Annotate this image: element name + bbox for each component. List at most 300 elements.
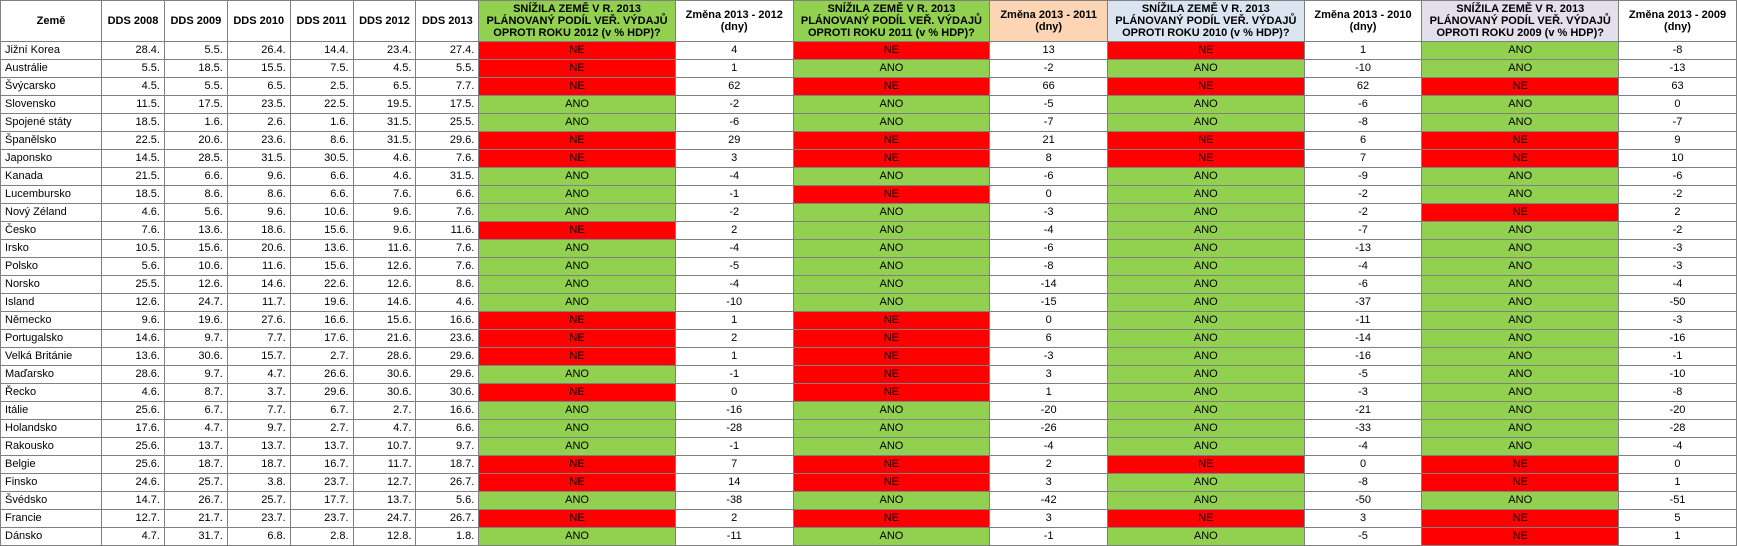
cell-answer-2010: ANO: [1108, 366, 1305, 384]
cell-change-2013-2011: -15: [990, 294, 1108, 312]
cell-answer-2010: ANO: [1108, 474, 1305, 492]
cell-country: Jižní Korea: [1, 42, 102, 60]
cell-answer-2010: ANO: [1108, 420, 1305, 438]
cell-answer-2011: ANO: [793, 258, 990, 276]
table-row: [1, 114, 1737, 132]
cell-dds-2012: 4.7.: [353, 420, 416, 438]
cell-answer-2009: ANO: [1422, 294, 1619, 312]
cell-answer-2011: ANO: [793, 294, 990, 312]
cell-answer-2012: NE: [479, 330, 676, 348]
cell-dds-2012: 11.7.: [353, 456, 416, 474]
cell-change-2013-2012: -28: [675, 420, 793, 438]
cell-dds-2010: 18.7.: [227, 456, 290, 474]
table-row: [1, 78, 1737, 96]
cell-answer-2010: ANO: [1108, 222, 1305, 240]
cell-answer-2010: ANO: [1108, 438, 1305, 456]
cell-country: Portugalsko: [1, 330, 102, 348]
cell-country: Velká Británie: [1, 348, 102, 366]
cell-dds-2013: 17.5.: [416, 96, 479, 114]
cell-change-2013-2011: 3: [990, 366, 1108, 384]
cell-answer-2010: ANO: [1108, 384, 1305, 402]
cell-dds-2008: 14.6.: [102, 330, 165, 348]
cell-change-2013-2012: -2: [675, 96, 793, 114]
cell-change-2013-2012: 2: [675, 330, 793, 348]
cell-dds-2008: 4.6.: [102, 384, 165, 402]
cell-answer-2012: ANO: [479, 186, 676, 204]
column-header-dds-2009: DDS 2009: [164, 1, 227, 42]
cell-change-2013-2012: 1: [675, 312, 793, 330]
cell-dds-2010: 7.7.: [227, 330, 290, 348]
cell-dds-2010: 6.5.: [227, 78, 290, 96]
column-header-change-2013-2010: Změna 2013 - 2010 (dny): [1304, 1, 1422, 42]
cell-change-2013-2010: -10: [1304, 60, 1422, 78]
cell-country: Německo: [1, 312, 102, 330]
cell-dds-2013: 31.5.: [416, 168, 479, 186]
cell-dds-2011: 10.6.: [290, 204, 353, 222]
cell-answer-2012: NE: [479, 150, 676, 168]
cell-answer-2012: NE: [479, 78, 676, 96]
cell-answer-2012: ANO: [479, 528, 676, 546]
cell-answer-2011: NE: [793, 348, 990, 366]
cell-answer-2011: NE: [793, 474, 990, 492]
table-row: [1, 132, 1737, 150]
cell-dds-2008: 9.6.: [102, 312, 165, 330]
cell-dds-2010: 14.6.: [227, 276, 290, 294]
cell-dds-2008: 21.5.: [102, 168, 165, 186]
cell-change-2013-2012: -1: [675, 366, 793, 384]
cell-dds-2008: 25.5.: [102, 276, 165, 294]
cell-change-2013-2011: -4: [990, 438, 1108, 456]
cell-dds-2013: 29.6.: [416, 366, 479, 384]
cell-change-2013-2011: -2: [990, 60, 1108, 78]
cell-dds-2008: 24.6.: [102, 474, 165, 492]
table-row: [1, 312, 1737, 330]
cell-dds-2011: 2.8.: [290, 528, 353, 546]
column-header-question-2011: SNÍŽILA ZEMĚ V R. 2013 PLÁNOVANÝ PODÍL VEŘ. VÝDAJŮ OPROTI ROKU 2011 (v % HDP)?: [793, 1, 990, 42]
cell-answer-2011: ANO: [793, 96, 990, 114]
cell-change-2013-2011: 8: [990, 150, 1108, 168]
cell-change-2013-2012: -38: [675, 492, 793, 510]
cell-country: Švédsko: [1, 492, 102, 510]
cell-dds-2012: 11.6.: [353, 240, 416, 258]
cell-answer-2012: NE: [479, 132, 676, 150]
table-row: [1, 510, 1737, 528]
cell-change-2013-2012: 62: [675, 78, 793, 96]
cell-dds-2012: 12.6.: [353, 276, 416, 294]
cell-change-2013-2009: 9: [1618, 132, 1736, 150]
cell-country: Norsko: [1, 276, 102, 294]
table-row: [1, 258, 1737, 276]
table-row: [1, 474, 1737, 492]
cell-dds-2013: 8.6.: [416, 276, 479, 294]
cell-change-2013-2009: -20: [1618, 402, 1736, 420]
cell-dds-2009: 25.7.: [164, 474, 227, 492]
cell-dds-2010: 6.8.: [227, 528, 290, 546]
cell-change-2013-2010: -11: [1304, 312, 1422, 330]
cell-dds-2010: 26.4.: [227, 42, 290, 60]
cell-dds-2013: 7.6.: [416, 240, 479, 258]
cell-answer-2011: NE: [793, 186, 990, 204]
cell-dds-2011: 17.6.: [290, 330, 353, 348]
cell-answer-2011: NE: [793, 132, 990, 150]
cell-change-2013-2011: 2: [990, 456, 1108, 474]
cell-answer-2012: ANO: [479, 96, 676, 114]
cell-dds-2008: 14.5.: [102, 150, 165, 168]
cell-change-2013-2011: 3: [990, 474, 1108, 492]
cell-answer-2011: ANO: [793, 528, 990, 546]
cell-answer-2009: NE: [1422, 474, 1619, 492]
cell-change-2013-2010: -33: [1304, 420, 1422, 438]
cell-answer-2012: ANO: [479, 366, 676, 384]
cell-dds-2013: 29.6.: [416, 132, 479, 150]
cell-answer-2011: ANO: [793, 402, 990, 420]
cell-country: Slovensko: [1, 96, 102, 114]
cell-change-2013-2011: -3: [990, 204, 1108, 222]
cell-answer-2009: ANO: [1422, 330, 1619, 348]
cell-dds-2012: 7.6.: [353, 186, 416, 204]
cell-answer-2009: NE: [1422, 150, 1619, 168]
table-row: [1, 276, 1737, 294]
cell-dds-2009: 5.5.: [164, 78, 227, 96]
cell-dds-2011: 6.6.: [290, 186, 353, 204]
cell-dds-2011: 23.7.: [290, 474, 353, 492]
cell-dds-2013: 29.6.: [416, 348, 479, 366]
cell-change-2013-2011: 0: [990, 186, 1108, 204]
cell-dds-2010: 11.6.: [227, 258, 290, 276]
cell-dds-2010: 2.6.: [227, 114, 290, 132]
cell-change-2013-2010: 0: [1304, 456, 1422, 474]
cell-answer-2009: ANO: [1422, 420, 1619, 438]
cell-answer-2011: ANO: [793, 168, 990, 186]
cell-answer-2011: NE: [793, 366, 990, 384]
cell-answer-2010: NE: [1108, 456, 1305, 474]
cell-country: Švýcarsko: [1, 78, 102, 96]
cell-dds-2012: 4.6.: [353, 150, 416, 168]
cell-country: Kanada: [1, 168, 102, 186]
cell-dds-2010: 8.6.: [227, 186, 290, 204]
table-body: [1, 42, 1737, 546]
cell-answer-2012: NE: [479, 474, 676, 492]
cell-country: Spojené státy: [1, 114, 102, 132]
cell-dds-2008: 4.5.: [102, 78, 165, 96]
cell-dds-2011: 22.5.: [290, 96, 353, 114]
cell-dds-2010: 15.7.: [227, 348, 290, 366]
cell-change-2013-2009: -1: [1618, 348, 1736, 366]
cell-dds-2010: 11.7.: [227, 294, 290, 312]
cell-dds-2009: 21.7.: [164, 510, 227, 528]
cell-answer-2009: ANO: [1422, 240, 1619, 258]
cell-dds-2013: 25.5.: [416, 114, 479, 132]
cell-dds-2010: 23.7.: [227, 510, 290, 528]
cell-answer-2011: ANO: [793, 492, 990, 510]
cell-change-2013-2009: 1: [1618, 474, 1736, 492]
cell-change-2013-2009: -50: [1618, 294, 1736, 312]
cell-change-2013-2010: -6: [1304, 96, 1422, 114]
cell-answer-2011: ANO: [793, 60, 990, 78]
cell-change-2013-2010: -16: [1304, 348, 1422, 366]
cell-dds-2013: 26.7.: [416, 474, 479, 492]
cell-answer-2010: ANO: [1108, 330, 1305, 348]
table-header-row: [1, 1, 1737, 42]
cell-country: Japonsko: [1, 150, 102, 168]
cell-dds-2010: 18.6.: [227, 222, 290, 240]
table-row: [1, 438, 1737, 456]
cell-answer-2009: ANO: [1422, 312, 1619, 330]
cell-answer-2009: ANO: [1422, 258, 1619, 276]
cell-dds-2013: 1.8.: [416, 528, 479, 546]
cell-change-2013-2010: -8: [1304, 114, 1422, 132]
cell-change-2013-2010: -6: [1304, 276, 1422, 294]
cell-country: Nový Zéland: [1, 204, 102, 222]
cell-answer-2009: NE: [1422, 456, 1619, 474]
column-header-change-2013-2012: Změna 2013 - 2012 (dny): [675, 1, 793, 42]
cell-dds-2013: 16.6.: [416, 312, 479, 330]
cell-change-2013-2009: 0: [1618, 456, 1736, 474]
cell-answer-2012: ANO: [479, 420, 676, 438]
cell-answer-2010: NE: [1108, 78, 1305, 96]
cell-country: Francie: [1, 510, 102, 528]
cell-change-2013-2011: -3: [990, 348, 1108, 366]
cell-answer-2011: ANO: [793, 204, 990, 222]
cell-country: Řecko: [1, 384, 102, 402]
cell-dds-2013: 7.6.: [416, 150, 479, 168]
cell-dds-2009: 31.7.: [164, 528, 227, 546]
cell-answer-2012: ANO: [479, 294, 676, 312]
cell-dds-2013: 7.7.: [416, 78, 479, 96]
cell-dds-2012: 2.7.: [353, 402, 416, 420]
cell-change-2013-2011: 3: [990, 510, 1108, 528]
cell-answer-2010: ANO: [1108, 294, 1305, 312]
cell-answer-2012: NE: [479, 348, 676, 366]
cell-answer-2012: ANO: [479, 438, 676, 456]
cell-answer-2011: NE: [793, 312, 990, 330]
table-row: [1, 240, 1737, 258]
cell-dds-2009: 5.6.: [164, 204, 227, 222]
cell-dds-2008: 28.4.: [102, 42, 165, 60]
cell-dds-2008: 25.6.: [102, 402, 165, 420]
column-header-question-2010: SNÍŽILA ZEMĚ V R. 2013 PLÁNOVANÝ PODÍL VEŘ. VÝDAJŮ OPROTI ROKU 2010 (v % HDP)?: [1108, 1, 1305, 42]
cell-dds-2012: 4.6.: [353, 168, 416, 186]
table-row: [1, 384, 1737, 402]
cell-dds-2011: 2.5.: [290, 78, 353, 96]
cell-change-2013-2009: -10: [1618, 366, 1736, 384]
table-row: [1, 348, 1737, 366]
cell-change-2013-2009: -4: [1618, 438, 1736, 456]
cell-change-2013-2012: -1: [675, 186, 793, 204]
cell-country: Rakousko: [1, 438, 102, 456]
cell-dds-2008: 11.5.: [102, 96, 165, 114]
cell-answer-2010: ANO: [1108, 204, 1305, 222]
cell-change-2013-2011: -6: [990, 168, 1108, 186]
table-row: [1, 60, 1737, 78]
cell-dds-2012: 9.6.: [353, 204, 416, 222]
cell-dds-2013: 30.6.: [416, 384, 479, 402]
cell-dds-2012: 4.5.: [353, 60, 416, 78]
cell-answer-2009: ANO: [1422, 96, 1619, 114]
cell-dds-2012: 12.6.: [353, 258, 416, 276]
cell-dds-2011: 19.6.: [290, 294, 353, 312]
cell-answer-2010: NE: [1108, 150, 1305, 168]
cell-dds-2010: 23.5.: [227, 96, 290, 114]
cell-dds-2008: 18.5.: [102, 114, 165, 132]
cell-change-2013-2010: -2: [1304, 204, 1422, 222]
cell-change-2013-2009: -3: [1618, 240, 1736, 258]
cell-dds-2008: 7.6.: [102, 222, 165, 240]
cell-dds-2008: 28.6.: [102, 366, 165, 384]
cell-change-2013-2010: 3: [1304, 510, 1422, 528]
cell-dds-2010: 15.5.: [227, 60, 290, 78]
cell-dds-2013: 6.6.: [416, 186, 479, 204]
cell-dds-2012: 31.5.: [353, 132, 416, 150]
cell-answer-2010: ANO: [1108, 276, 1305, 294]
cell-dds-2012: 12.7.: [353, 474, 416, 492]
cell-answer-2009: ANO: [1422, 168, 1619, 186]
cell-answer-2010: ANO: [1108, 114, 1305, 132]
column-header-change-2013-2009: Změna 2013 - 2009 (dny): [1618, 1, 1736, 42]
cell-country: Irsko: [1, 240, 102, 258]
cell-dds-2009: 6.6.: [164, 168, 227, 186]
column-header-country: Země: [1, 1, 102, 42]
cell-change-2013-2011: 66: [990, 78, 1108, 96]
cell-change-2013-2012: 0: [675, 384, 793, 402]
cell-dds-2010: 4.7.: [227, 366, 290, 384]
cell-country: Itálie: [1, 402, 102, 420]
cell-answer-2011: ANO: [793, 276, 990, 294]
cell-answer-2012: ANO: [479, 240, 676, 258]
cell-answer-2011: NE: [793, 78, 990, 96]
cell-answer-2009: ANO: [1422, 114, 1619, 132]
cell-dds-2011: 17.7.: [290, 492, 353, 510]
cell-dds-2013: 7.6.: [416, 258, 479, 276]
cell-answer-2012: ANO: [479, 258, 676, 276]
cell-country: Finsko: [1, 474, 102, 492]
cell-change-2013-2012: 2: [675, 510, 793, 528]
cell-change-2013-2009: 10: [1618, 150, 1736, 168]
cell-dds-2011: 23.7.: [290, 510, 353, 528]
cell-change-2013-2011: -8: [990, 258, 1108, 276]
cell-answer-2010: ANO: [1108, 528, 1305, 546]
cell-dds-2010: 3.8.: [227, 474, 290, 492]
cell-change-2013-2012: -11: [675, 528, 793, 546]
cell-answer-2012: NE: [479, 312, 676, 330]
cell-change-2013-2010: -37: [1304, 294, 1422, 312]
cell-dds-2009: 12.6.: [164, 276, 227, 294]
cell-change-2013-2009: -2: [1618, 186, 1736, 204]
cell-answer-2010: ANO: [1108, 348, 1305, 366]
cell-dds-2011: 6.6.: [290, 168, 353, 186]
cell-dds-2013: 7.6.: [416, 204, 479, 222]
cell-answer-2010: NE: [1108, 42, 1305, 60]
cell-answer-2011: NE: [793, 456, 990, 474]
cell-dds-2012: 28.6.: [353, 348, 416, 366]
cell-dds-2009: 26.7.: [164, 492, 227, 510]
cell-answer-2010: NE: [1108, 510, 1305, 528]
cell-change-2013-2010: -14: [1304, 330, 1422, 348]
cell-dds-2013: 16.6.: [416, 402, 479, 420]
cell-dds-2011: 30.5.: [290, 150, 353, 168]
cell-answer-2012: ANO: [479, 204, 676, 222]
cell-change-2013-2012: -4: [675, 168, 793, 186]
cell-dds-2011: 15.6.: [290, 222, 353, 240]
cell-answer-2012: NE: [479, 42, 676, 60]
cell-answer-2011: NE: [793, 150, 990, 168]
cell-dds-2013: 5.6.: [416, 492, 479, 510]
cell-change-2013-2011: 1: [990, 384, 1108, 402]
table-row: [1, 528, 1737, 546]
cell-dds-2012: 6.5.: [353, 78, 416, 96]
cell-answer-2009: NE: [1422, 78, 1619, 96]
cell-dds-2008: 10.5.: [102, 240, 165, 258]
cell-change-2013-2009: -8: [1618, 42, 1736, 60]
cell-dds-2008: 17.6.: [102, 420, 165, 438]
cell-answer-2010: ANO: [1108, 492, 1305, 510]
cell-dds-2011: 2.7.: [290, 348, 353, 366]
column-header-dds-2008: DDS 2008: [102, 1, 165, 42]
cell-dds-2008: 4.7.: [102, 528, 165, 546]
cell-country: Austrálie: [1, 60, 102, 78]
cell-change-2013-2011: 6: [990, 330, 1108, 348]
cell-change-2013-2011: 13: [990, 42, 1108, 60]
cell-answer-2009: ANO: [1422, 42, 1619, 60]
cell-dds-2010: 31.5.: [227, 150, 290, 168]
cell-answer-2010: ANO: [1108, 312, 1305, 330]
column-header-dds-2012: DDS 2012: [353, 1, 416, 42]
cell-answer-2010: ANO: [1108, 258, 1305, 276]
cell-answer-2011: NE: [793, 510, 990, 528]
cell-dds-2011: 13.6.: [290, 240, 353, 258]
cell-answer-2009: ANO: [1422, 438, 1619, 456]
cell-answer-2011: NE: [793, 330, 990, 348]
cell-dds-2009: 18.7.: [164, 456, 227, 474]
cell-change-2013-2010: -4: [1304, 258, 1422, 276]
cell-change-2013-2012: -4: [675, 240, 793, 258]
cell-answer-2011: ANO: [793, 420, 990, 438]
cell-dds-2008: 25.6.: [102, 438, 165, 456]
cell-dds-2010: 9.7.: [227, 420, 290, 438]
cell-change-2013-2009: -2: [1618, 222, 1736, 240]
cell-answer-2011: NE: [793, 384, 990, 402]
cell-dds-2012: 30.6.: [353, 366, 416, 384]
table-row: [1, 42, 1737, 60]
cell-dds-2009: 18.5.: [164, 60, 227, 78]
cell-change-2013-2010: -9: [1304, 168, 1422, 186]
cell-change-2013-2011: -14: [990, 276, 1108, 294]
cell-answer-2010: ANO: [1108, 60, 1305, 78]
cell-answer-2009: ANO: [1422, 402, 1619, 420]
cell-dds-2012: 31.5.: [353, 114, 416, 132]
cell-answer-2012: ANO: [479, 276, 676, 294]
cell-change-2013-2010: -4: [1304, 438, 1422, 456]
cell-dds-2008: 12.6.: [102, 294, 165, 312]
cell-dds-2009: 28.5.: [164, 150, 227, 168]
cell-change-2013-2012: -5: [675, 258, 793, 276]
cell-change-2013-2012: 4: [675, 42, 793, 60]
cell-change-2013-2009: -16: [1618, 330, 1736, 348]
cell-change-2013-2010: -5: [1304, 528, 1422, 546]
cell-dds-2009: 13.6.: [164, 222, 227, 240]
cell-dds-2012: 19.5.: [353, 96, 416, 114]
cell-dds-2012: 9.6.: [353, 222, 416, 240]
cell-dds-2009: 13.7.: [164, 438, 227, 456]
cell-change-2013-2010: -5: [1304, 366, 1422, 384]
cell-country: Česko: [1, 222, 102, 240]
cell-answer-2012: ANO: [479, 114, 676, 132]
table-row: [1, 456, 1737, 474]
cell-change-2013-2010: -13: [1304, 240, 1422, 258]
cell-dds-2009: 24.7.: [164, 294, 227, 312]
cell-change-2013-2010: 6: [1304, 132, 1422, 150]
cell-dds-2010: 9.6.: [227, 168, 290, 186]
